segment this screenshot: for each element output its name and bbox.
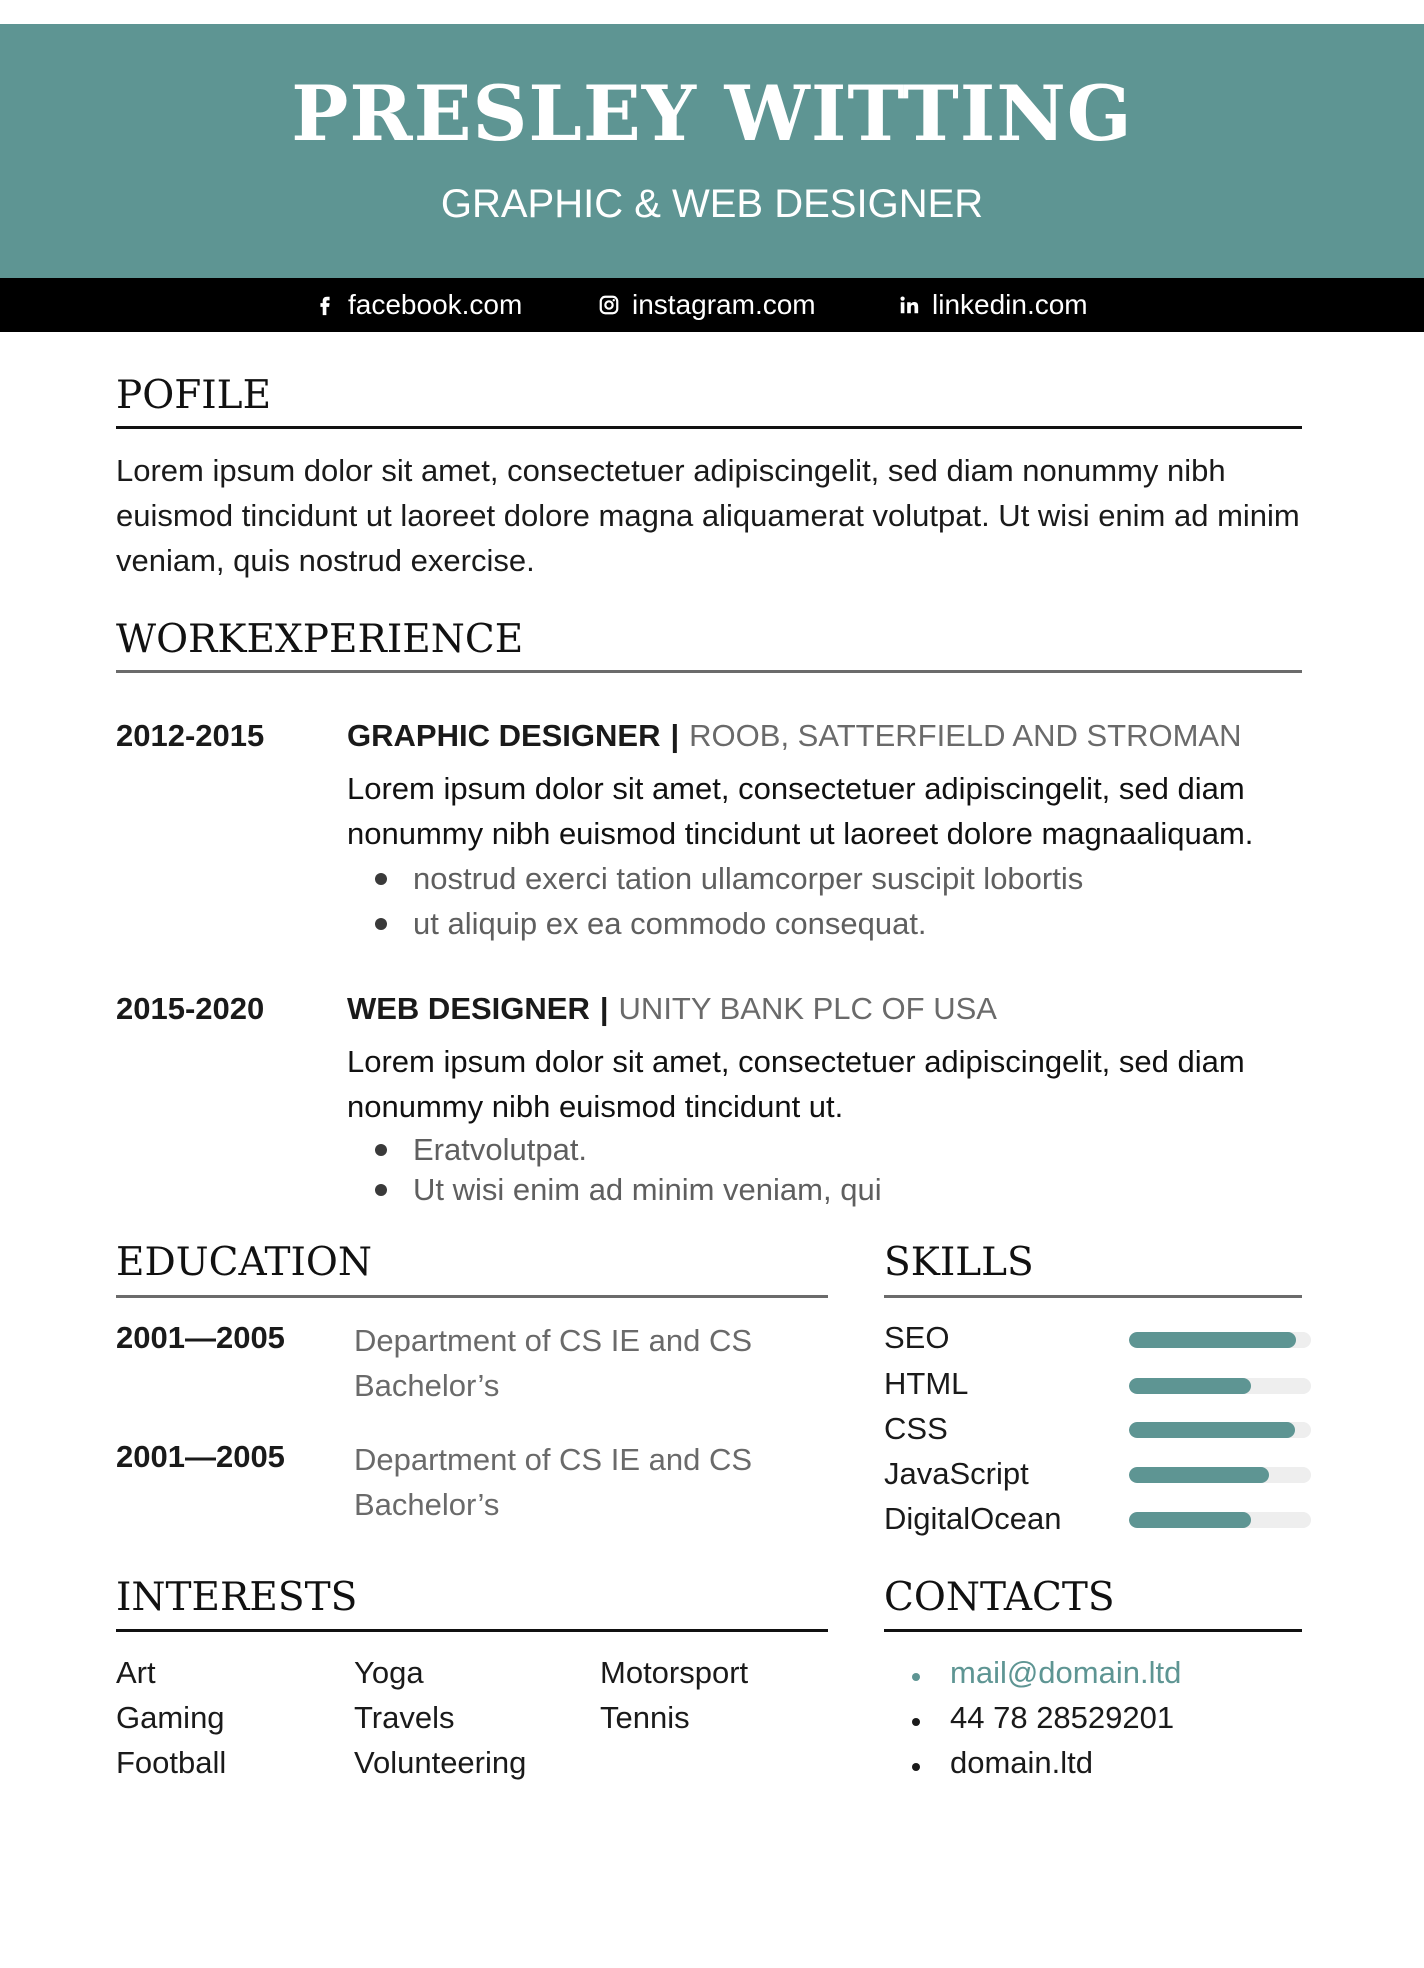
skill-bar: [1129, 1378, 1311, 1394]
skills-divider: [884, 1295, 1302, 1298]
list-item: nostrud exerci tation ullamcorper suscipit lobortis: [347, 856, 1307, 901]
job-separator: |: [599, 991, 609, 1026]
skill-name: CSS: [884, 1411, 948, 1446]
skill-bar-fill: [1129, 1378, 1251, 1394]
contacts-divider: [884, 1629, 1302, 1632]
skill-bar: [1129, 1332, 1311, 1348]
social-bar: [0, 278, 1424, 332]
interest-item: Volunteering: [354, 1745, 527, 1780]
person-name: PRESLEY WITTING: [291, 69, 1133, 158]
skill-bar-fill: [1129, 1422, 1295, 1438]
skill-name: DigitalOcean: [884, 1501, 1062, 1536]
job-bullets: [347, 856, 1307, 946]
linkedin-link[interactable]: [898, 278, 1088, 332]
job-position: GRAPHIC DESIGNER: [347, 718, 661, 753]
education-department: Department of CS IE and CS: [354, 1323, 753, 1358]
skill-bar-fill: [1129, 1512, 1251, 1528]
job-role: GRAPHIC & WEB DESIGNER: [440, 182, 984, 226]
list-item: Eratvolutpat.: [347, 1130, 1307, 1170]
interests-heading: INTERESTS: [116, 1575, 358, 1620]
linkedin-icon: [898, 294, 920, 316]
skills-heading: SKILLS: [884, 1240, 1034, 1285]
skill-bar: [1129, 1422, 1311, 1438]
work-divider: [116, 670, 1302, 673]
job-heading: [347, 993, 997, 1024]
skill-bar-fill: [1129, 1467, 1269, 1483]
job-company: UNITY BANK PLC OF USA: [618, 991, 997, 1026]
job-company: ROOB, SATTERFIELD AND STROMAN: [689, 718, 1242, 753]
phone-number: 44 78 28529201: [950, 1700, 1175, 1735]
skill-name: HTML: [884, 1366, 969, 1401]
job-heading: [347, 720, 1242, 751]
interest-item: Motorsport: [600, 1655, 749, 1690]
work-heading: WORKEXPERIENCE: [116, 617, 524, 662]
job-description: Lorem ipsum dolor sit amet, consectetuer adipiscingelit, sed diam nonummy nibh euismod tincidunt ut.: [347, 1044, 1245, 1124]
bullet-dot: [375, 873, 387, 885]
interests-divider: [116, 1629, 828, 1632]
profile-divider: [116, 426, 1302, 429]
education-entry: [354, 1437, 814, 1527]
skill-bar: [1129, 1467, 1311, 1483]
job-position: WEB DESIGNER: [347, 991, 590, 1026]
list-item: ut aliquip ex ea commodo consequat.: [347, 901, 1307, 946]
bullet-dot: [375, 1184, 387, 1196]
skill-name: JavaScript: [884, 1456, 1029, 1491]
email-link[interactable]: mail@domain.ltd: [950, 1655, 1182, 1690]
job-years: 2012-2015: [116, 718, 265, 753]
job-bullets: [347, 1130, 1307, 1210]
job-separator: |: [670, 718, 680, 753]
instagram-icon: [598, 294, 620, 316]
education-degree: Bachelor’s: [354, 1487, 500, 1522]
education-degree: Bachelor’s: [354, 1368, 500, 1403]
list-item: Ut wisi enim ad minim veniam, qui: [347, 1170, 1307, 1210]
interest-item: Tennis: [600, 1700, 690, 1735]
facebook-link[interactable]: [314, 278, 522, 332]
header-banner: [0, 24, 1424, 278]
bullet-dot: [912, 1718, 920, 1726]
skill-bar: [1129, 1512, 1311, 1528]
bullet-dot: [375, 1144, 387, 1156]
facebook-label: facebook.com: [348, 289, 523, 320]
profile-heading: POFILE: [116, 373, 272, 418]
education-divider: [116, 1295, 828, 1298]
education-entry: [354, 1318, 814, 1408]
job-years: 2015-2020: [116, 991, 265, 1026]
education-department: Department of CS IE and CS: [354, 1442, 753, 1477]
bullet-dot: [912, 1763, 920, 1771]
website-link[interactable]: domain.ltd: [950, 1745, 1094, 1780]
interest-item: Yoga: [354, 1655, 424, 1690]
instagram-link[interactable]: [598, 278, 816, 332]
interest-item: Football: [116, 1745, 227, 1780]
interest-item: Art: [116, 1655, 156, 1690]
education-heading: EDUCATION: [116, 1240, 372, 1285]
interest-item: Gaming: [116, 1700, 225, 1735]
facebook-icon: [314, 294, 336, 316]
job-description: Lorem ipsum dolor sit amet, consectetuer adipiscingelit, sed diam nonummy nibh euismod tincidunt ut laoreet dolore magnaaliquam.: [347, 771, 1254, 851]
education-years: 2001—2005: [116, 1320, 285, 1355]
linkedin-label: linkedin.com: [932, 289, 1088, 320]
skill-bar-fill: [1129, 1332, 1296, 1348]
skill-name: SEO: [884, 1320, 950, 1355]
bullet-dot: [375, 918, 387, 930]
profile-text: Lorem ipsum dolor sit amet, consectetuer adipiscingelit, sed diam nonummy nibh euismod tincidunt ut laoreet dolore magna aliquamerat volutpat. Ut wisi enim ad minim veniam, quis nostrud exercise.: [116, 453, 1300, 578]
bullet-dot: [912, 1673, 920, 1681]
education-years: 2001—2005: [116, 1439, 285, 1474]
contacts-heading: CONTACTS: [884, 1575, 1115, 1620]
instagram-label: instagram.com: [632, 289, 816, 320]
interest-item: Travels: [354, 1700, 455, 1735]
